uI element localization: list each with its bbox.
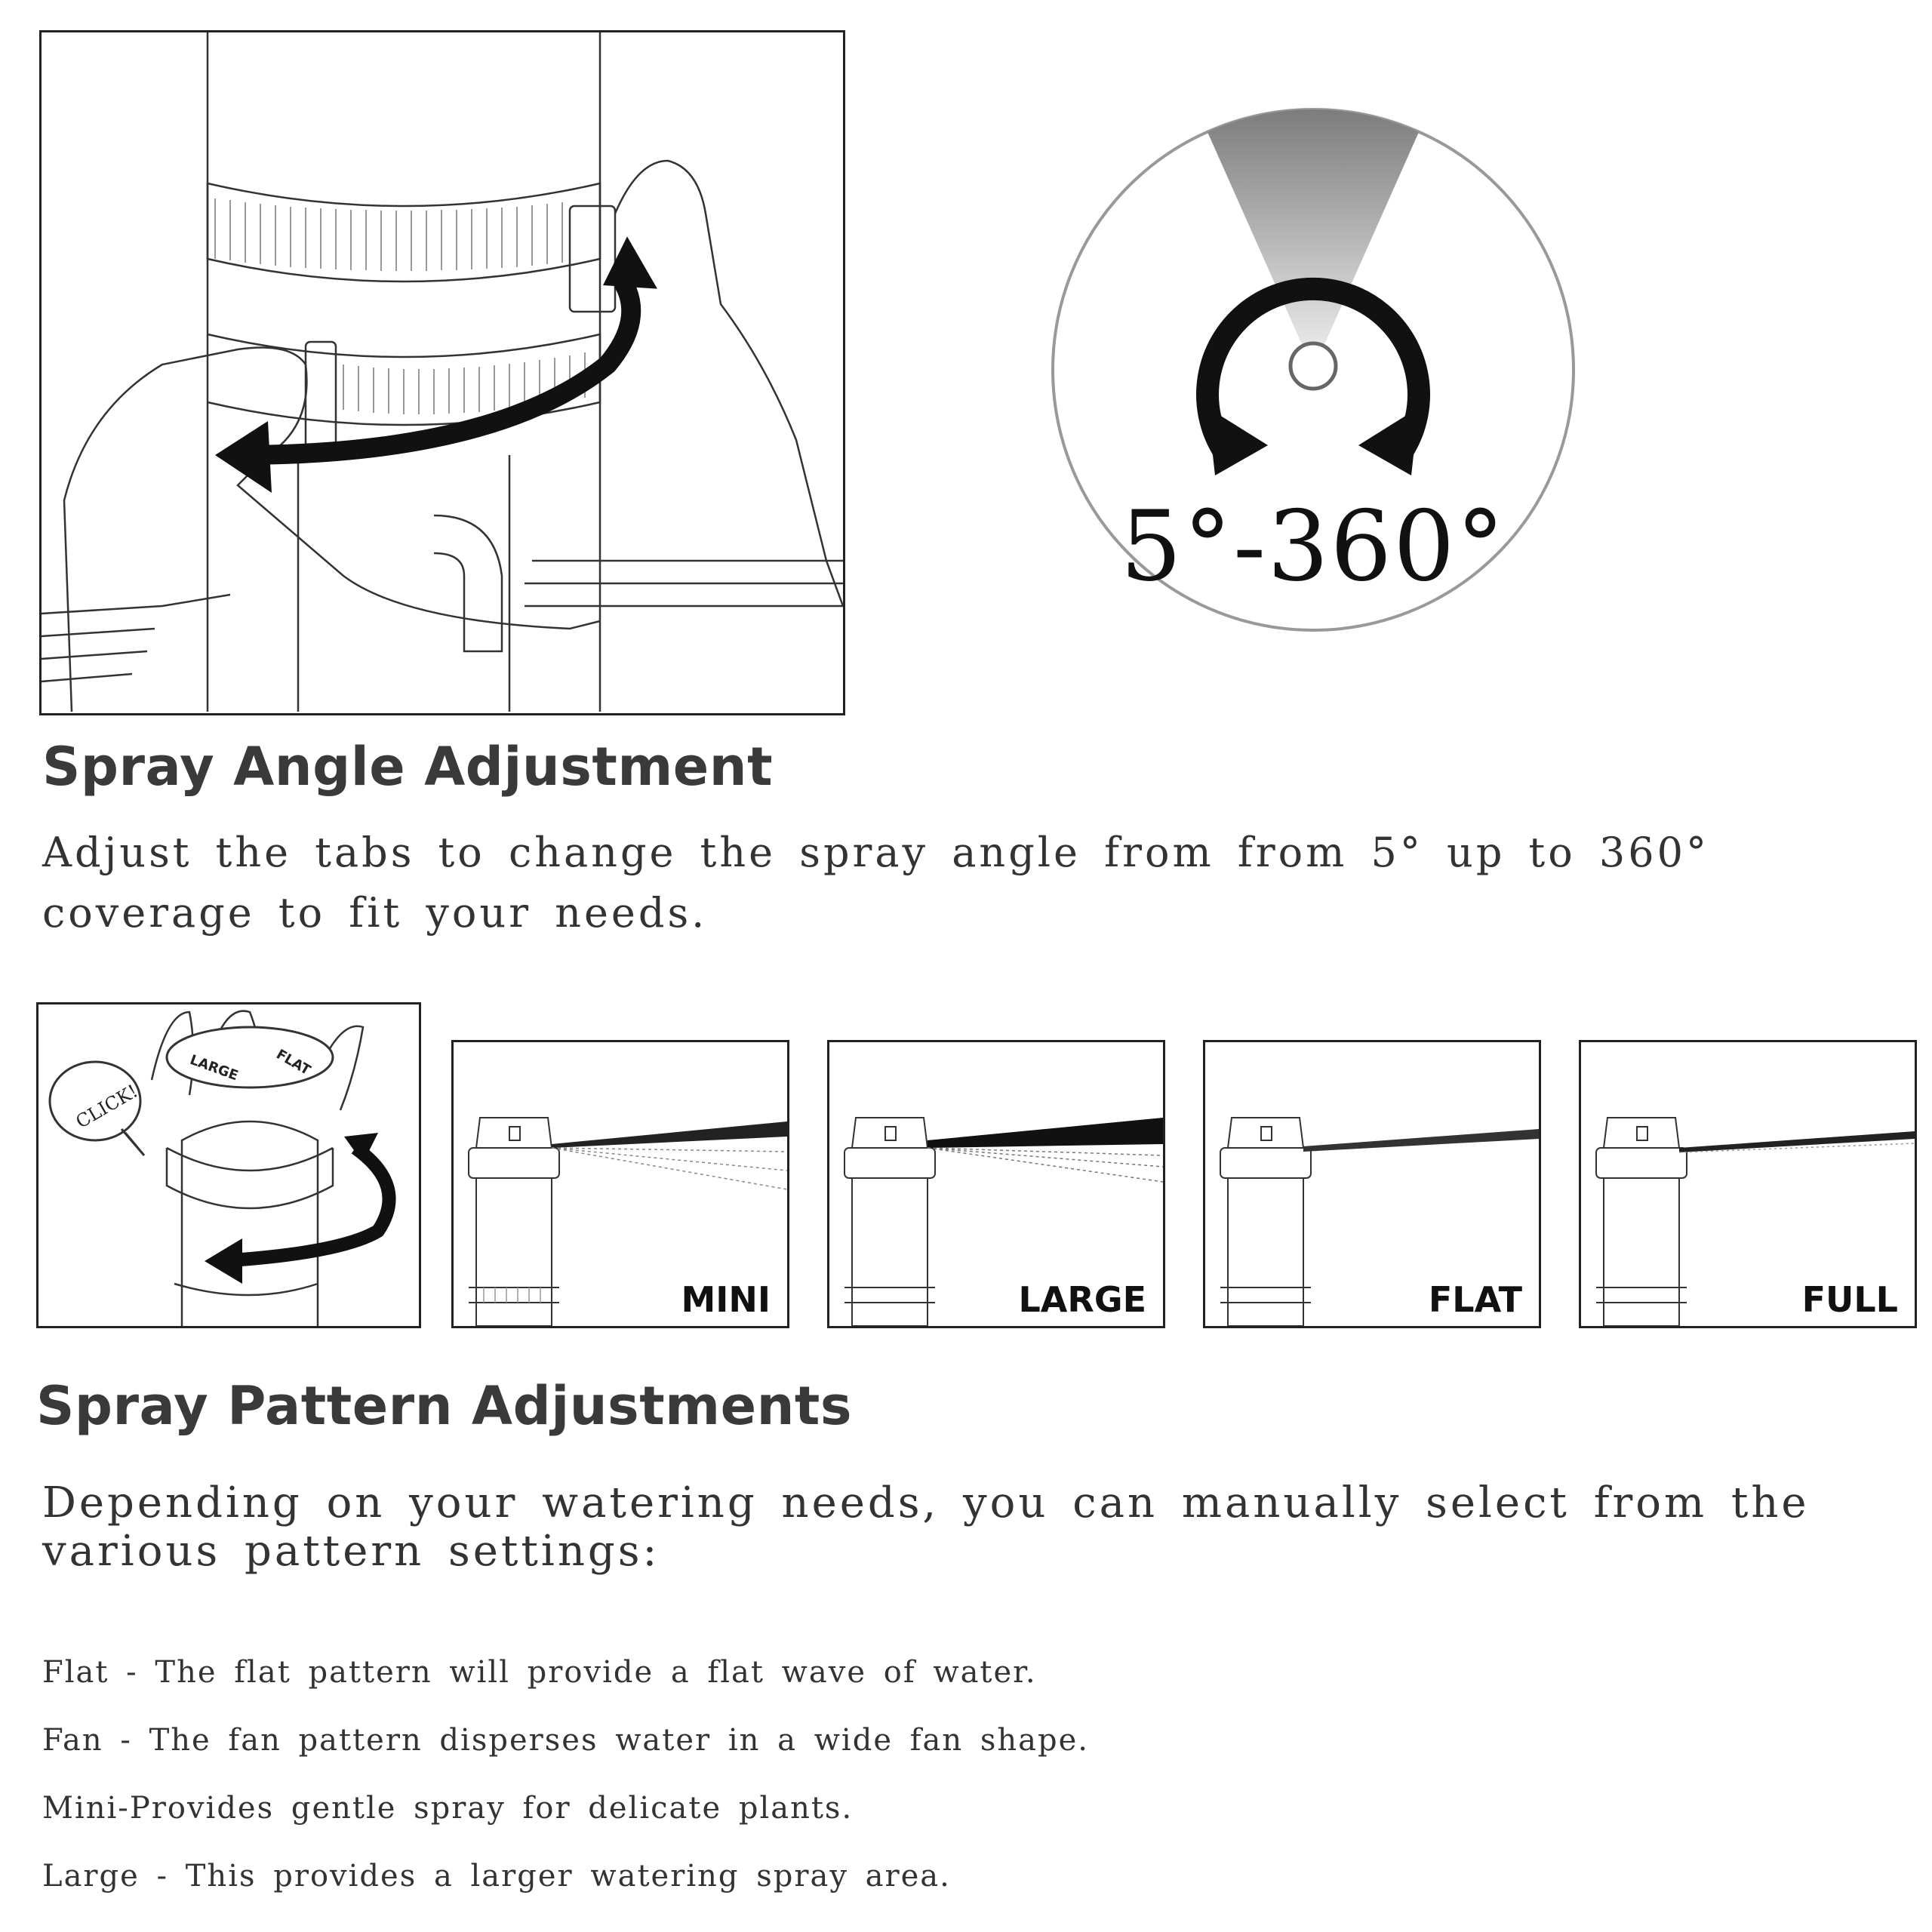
tab-adjust-illustration bbox=[39, 30, 845, 715]
pattern-item-large: Large - This provides a larger watering spray area. bbox=[42, 1859, 951, 1894]
pattern-intro: Depending on your watering needs, you can manually select from the various pattern settings: bbox=[42, 1478, 1810, 1576]
pattern-item-fan: Fan - The fan pattern disperses water in a wide fan shape. bbox=[42, 1723, 1089, 1758]
angle-heading: Spray Angle Adjustment bbox=[42, 736, 774, 798]
pattern-label-flat: FLAT bbox=[1428, 1279, 1522, 1320]
pattern-heading: Spray Pattern Adjustments bbox=[36, 1375, 853, 1437]
pattern-label-full: FULL bbox=[1801, 1279, 1898, 1320]
pattern-dial-illustration bbox=[36, 1002, 421, 1328]
pattern-panel-large bbox=[827, 1040, 1165, 1328]
angle-description: Adjust the tabs to change the spray angle from from 5° up to 360° coverage to fit your needs. bbox=[42, 829, 1709, 937]
dial-label-flat: FLAT bbox=[273, 1046, 313, 1078]
angle-dial-graphic bbox=[1041, 98, 1585, 641]
pattern-panel-full bbox=[1579, 1040, 1917, 1328]
pattern-item-mini: Mini-Provides gentle spray for delicate plants. bbox=[42, 1791, 854, 1826]
pattern-item-flat: Flat - The flat pattern will provide a flat wave of water. bbox=[42, 1655, 1037, 1690]
dial-label-large: LARGE bbox=[187, 1051, 241, 1084]
nozzle-icon bbox=[1291, 343, 1336, 389]
pattern-panel-mini bbox=[451, 1040, 789, 1328]
pattern-label-mini: MINI bbox=[681, 1279, 771, 1320]
pattern-label-large: LARGE bbox=[1018, 1279, 1146, 1320]
angle-range-label: 5°-360° bbox=[1120, 491, 1506, 603]
pattern-panel-flat bbox=[1203, 1040, 1541, 1328]
hands-turning-tabs-drawing bbox=[42, 32, 843, 713]
click-label: CLICK! bbox=[72, 1080, 142, 1133]
